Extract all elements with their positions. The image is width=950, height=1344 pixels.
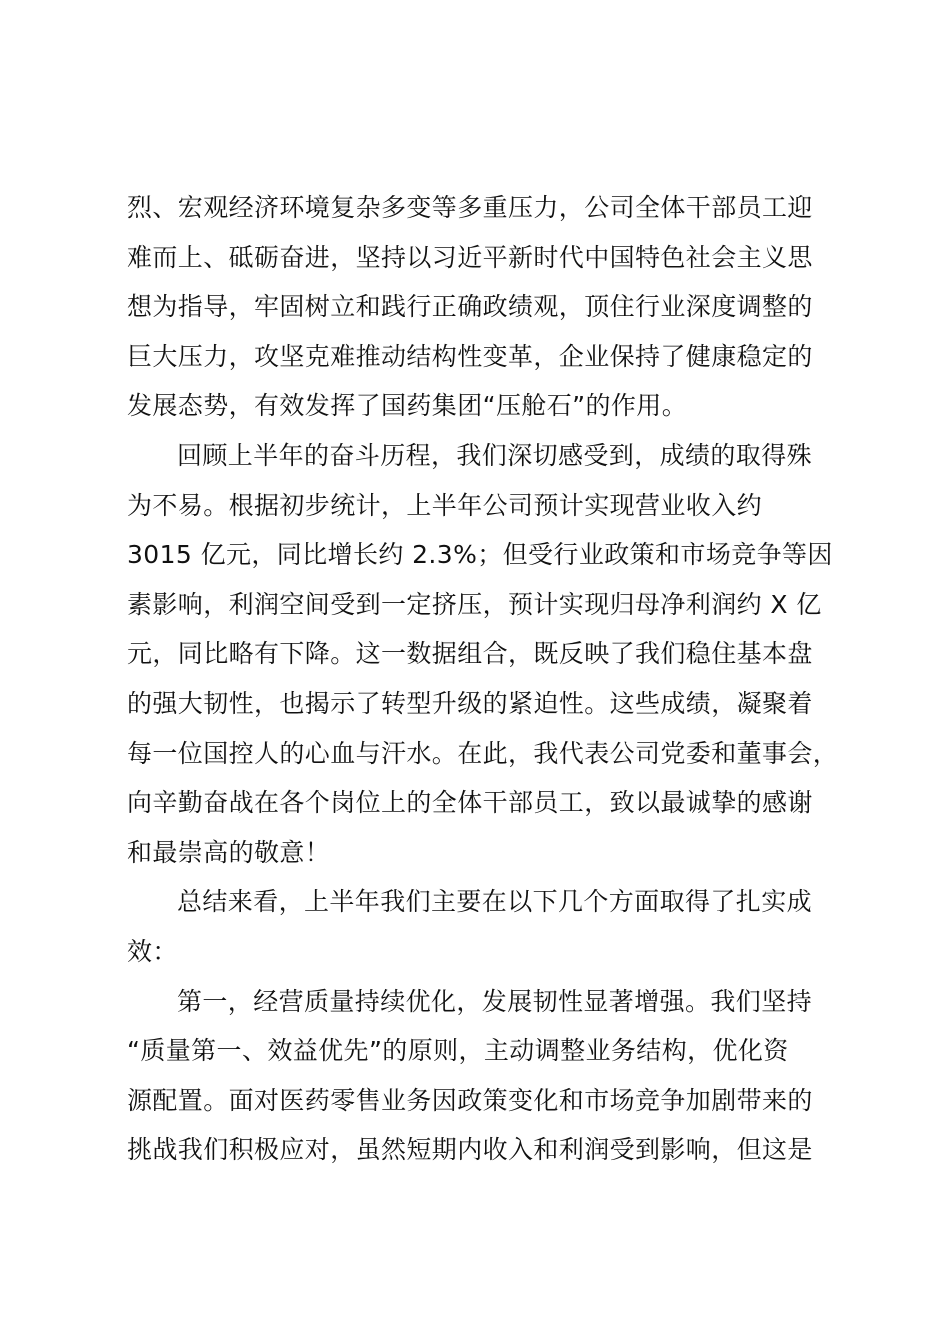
- body-text: [127, 183, 847, 1175]
- text-line: 为不易。根据初步统计，上半年公司预计实现营业收入约: [127, 490, 763, 520]
- text-line: 每一位国控人的心血与汗水。在此，我代表公司党委和董事会，: [127, 738, 839, 768]
- text-line: 效：: [127, 936, 178, 966]
- text-line: 发展态势，有效发挥了国药集团“压舱石”的作用。: [127, 391, 688, 421]
- text-line: 3015 亿元，同比增长约 2.3%；但受行业政策和市场竞争等因: [127, 540, 833, 570]
- text-line: 第一，经营质量持续优化，发展韧性显著增强。我们坚持: [177, 986, 813, 1016]
- text-line: 的强大韧性，也揭示了转型升级的紧迫性。这些成绩，凝聚着: [127, 688, 813, 718]
- text-line: 挑战我们积极应对，虽然短期内收入和利润受到影响，但这是: [127, 1135, 813, 1165]
- text-line: 和最崇高的敬意！: [127, 837, 331, 867]
- text-line: 源配置。面对医药零售业务因政策变化和市场竞争加剧带来的: [127, 1085, 813, 1115]
- text-line: 烈、宏观经济环境复杂多变等多重压力，公司全体干部员工迎: [127, 193, 813, 222]
- text-line: 回顾上半年的奋斗历程，我们深切感受到，成绩的取得殊: [177, 440, 813, 470]
- text-line: 难而上、砥砺奋进，坚持以习近平新时代中国特色社会主义思: [127, 242, 813, 272]
- text-line: 总结来看，上半年我们主要在以下几个方面取得了扎实成: [177, 887, 813, 917]
- text-line: “质量第一、效益优先”的原则，主动调整业务结构，优化资: [127, 1036, 789, 1066]
- text-line: 想为指导，牢固树立和践行正确政绩观，顶住行业深度调整的: [127, 292, 813, 322]
- text-line: 素影响，利润空间受到一定挤压，预计实现归母净利润约 X 亿: [127, 589, 822, 619]
- text-line: 向辛勤奋战在各个岗位上的全体干部员工，致以最诚挚的感谢: [127, 788, 813, 818]
- text-line: 元，同比略有下降。这一数据组合，既反映了我们稳住基本盘: [127, 639, 813, 669]
- text-line: 巨大压力，攻坚克难推动结构性变革，企业保持了健康稳定的: [127, 341, 813, 371]
